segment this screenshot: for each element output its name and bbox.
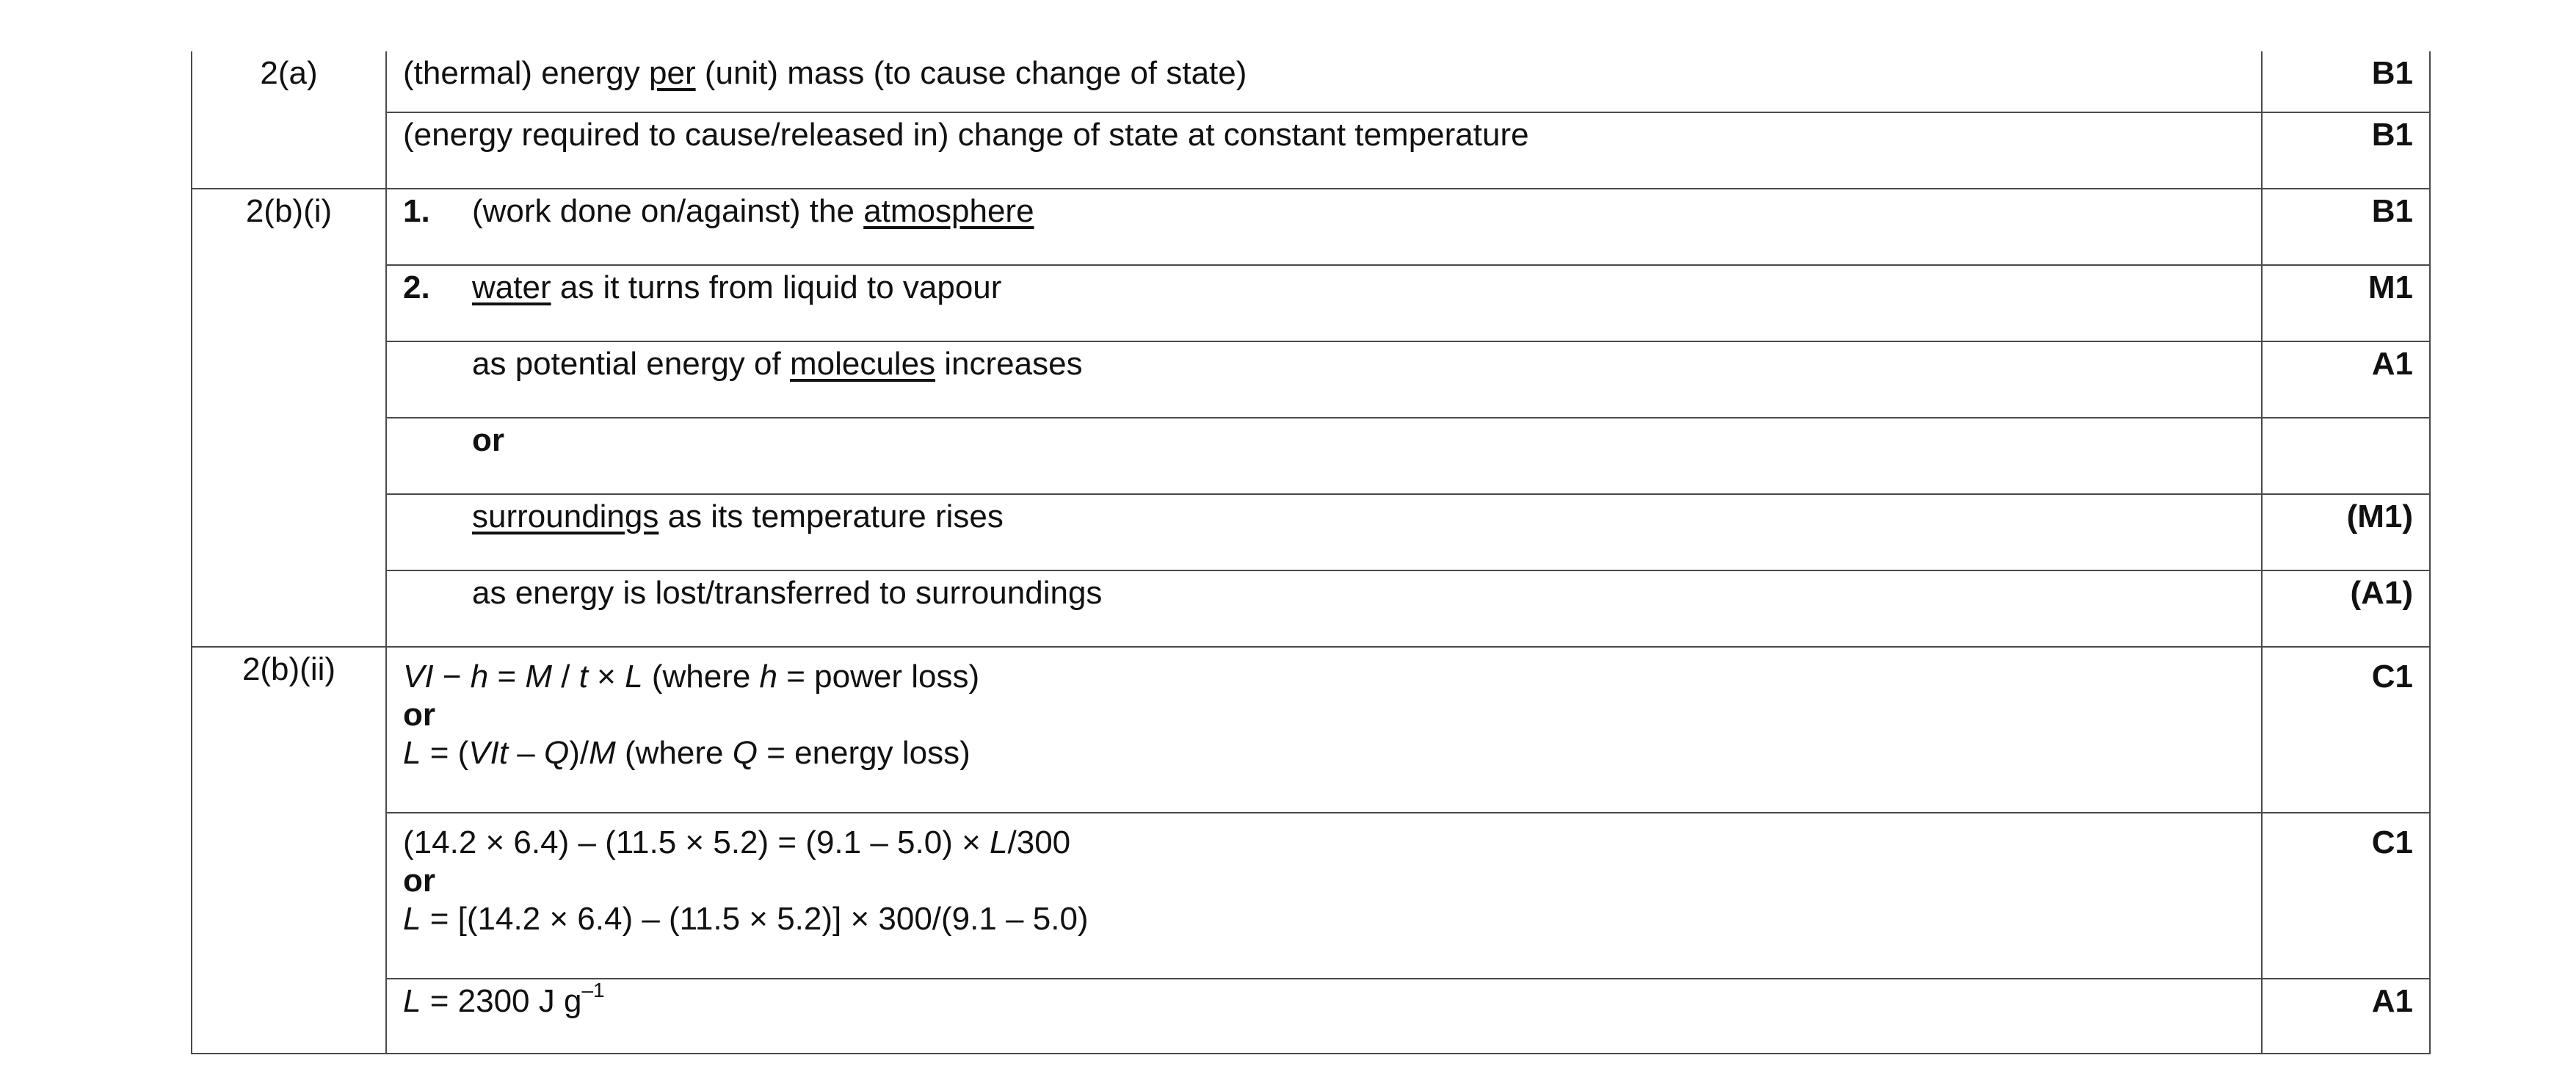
mark-cell: B1 <box>2262 189 2430 265</box>
answer-text: as its temperature rises <box>658 499 1004 534</box>
answer-cell <box>386 418 2262 494</box>
answer-cell <box>386 341 2262 418</box>
table-row <box>192 813 2430 979</box>
mark-cell: (M1) <box>2262 494 2430 570</box>
table-row <box>192 979 2430 1054</box>
or-label: or <box>472 422 504 458</box>
mark-cell: B1 <box>2262 51 2430 112</box>
answer-cell <box>386 647 2262 813</box>
mark-cell: M1 <box>2262 265 2430 341</box>
answer-text-underlined: water <box>472 269 551 305</box>
equation-line: (14.2 × 6.4) – (11.5 × 5.2) = (9.1 – 5.0) × L/300 <box>403 825 1071 860</box>
answer-text: (thermal) energy <box>403 55 650 91</box>
or-label: or <box>403 697 435 733</box>
answer-cell <box>386 570 2262 647</box>
unit-exponent: –1 <box>581 979 605 1002</box>
mark-cell: C1 <box>2262 813 2430 979</box>
answer-text: (unit) mass (to cause change of state) <box>695 55 1247 91</box>
mark-cell: C1 <box>2262 647 2430 813</box>
answer-cell <box>386 265 2262 341</box>
table-row <box>192 112 2430 189</box>
table-row <box>192 265 2430 341</box>
answer-text-underlined: surroundings <box>472 499 659 534</box>
table-row <box>192 494 2430 570</box>
answer-cell <box>386 494 2262 570</box>
equation-line: L = [(14.2 × 6.4) – (11.5 × 5.2)] × 300/(9.1 – 5.0) <box>403 901 1089 937</box>
answer-cell <box>386 51 2262 112</box>
table-row <box>192 341 2430 418</box>
item-number: 2. <box>403 269 430 305</box>
table-row <box>192 189 2430 265</box>
question-number: 2(b)(ii) <box>192 647 386 1054</box>
answer-text: = 2300 J g <box>421 983 582 1019</box>
answer-cell: (energy required to cause/released in) change of state at constant temperature <box>386 112 2262 189</box>
or-label: or <box>403 863 435 899</box>
answer-cell <box>386 189 2262 265</box>
answer-cell <box>386 979 2262 1054</box>
equation-line: L = (VIt – Q)/M (where Q = energy loss) <box>403 735 970 771</box>
answer-text-underlined: per <box>649 55 696 91</box>
table-row <box>192 418 2430 494</box>
answer-text-underlined: molecules <box>789 346 936 382</box>
answer-text: as potential energy of <box>472 346 790 382</box>
table-row <box>192 647 2430 813</box>
item-number: 1. <box>403 193 430 229</box>
answer-text: (work done on/against) the <box>472 193 864 229</box>
mark-scheme-table <box>191 51 2431 1054</box>
question-number: 2(a) <box>192 51 386 189</box>
mark-cell: (A1) <box>2262 570 2430 647</box>
mark-cell: A1 <box>2262 341 2430 418</box>
answer-text: increases <box>935 346 1083 382</box>
table-row <box>192 570 2430 647</box>
question-number: 2(b)(i) <box>192 189 386 647</box>
equation-line: VI − h = M / t × L (where h = power loss) <box>403 659 980 695</box>
answer-text: as energy is lost/transferred to surroundings <box>472 575 1103 611</box>
table-row <box>192 51 2430 112</box>
mark-cell <box>2262 418 2430 494</box>
answer-text-underlined: atmosphere <box>863 193 1034 229</box>
answer-cell <box>386 813 2262 979</box>
mark-cell: B1 <box>2262 112 2430 189</box>
answer-symbol: L <box>403 983 421 1019</box>
mark-cell: A1 <box>2262 979 2430 1054</box>
answer-text: as it turns from liquid to vapour <box>551 269 1002 305</box>
